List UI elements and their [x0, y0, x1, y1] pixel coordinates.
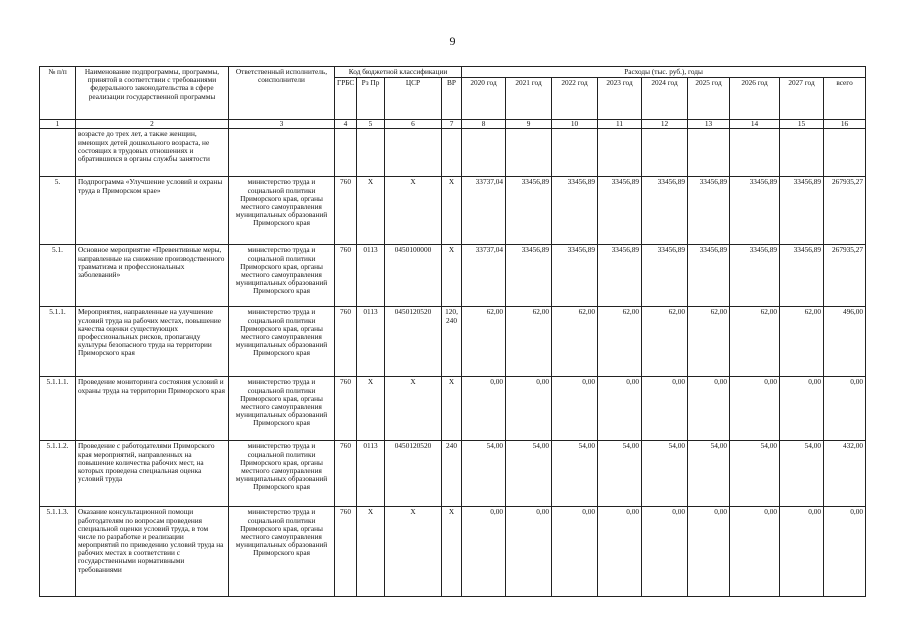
column-number: 12 — [642, 120, 688, 129]
row-value: 54,00 — [462, 441, 506, 507]
row-value — [642, 129, 688, 177]
column-number: 10 — [552, 120, 598, 129]
row-value: 33456,89 — [506, 177, 552, 245]
row-rzpr: 0113 — [357, 245, 385, 307]
row-rzpr: Х — [357, 177, 385, 245]
row-vr: Х — [442, 245, 462, 307]
row-value: 33456,89 — [598, 177, 642, 245]
row-number: 5. — [40, 177, 76, 245]
row-value — [598, 129, 642, 177]
row-value: 0,00 — [688, 507, 730, 597]
table-row — [40, 177, 866, 245]
header-responsible: Ответственный исполнитель, соисполнители — [229, 67, 335, 120]
row-csr: Х — [385, 507, 442, 597]
row-value: 33456,89 — [642, 245, 688, 307]
header-budget-code: Код бюджетной классификации — [335, 67, 462, 78]
row-value: 62,00 — [598, 307, 642, 377]
row-value: 0,00 — [506, 507, 552, 597]
row-value: 0,00 — [598, 507, 642, 597]
row-value: 62,00 — [642, 307, 688, 377]
table-row — [40, 507, 866, 597]
row-csr: 0450100000 — [385, 245, 442, 307]
row-grbs: 760 — [335, 307, 357, 377]
header-year: 2021 год — [506, 78, 552, 120]
row-value: 0,00 — [598, 377, 642, 441]
row-value: 33456,89 — [642, 177, 688, 245]
row-name: Подпрограмма «Улучшение условий и охраны труда в Приморском крае» — [76, 177, 229, 245]
column-number: 15 — [780, 120, 824, 129]
row-grbs: 760 — [335, 441, 357, 507]
header-total: всего — [824, 78, 866, 120]
row-value: 0,00 — [780, 377, 824, 441]
row-grbs: 760 — [335, 507, 357, 597]
row-vr: Х — [442, 507, 462, 597]
row-total: 0,00 — [824, 377, 866, 441]
header-num: № п/п — [40, 67, 76, 120]
row-total: 496,00 — [824, 307, 866, 377]
table-row — [40, 307, 866, 377]
column-number: 4 — [335, 120, 357, 129]
row-value: 33456,89 — [598, 245, 642, 307]
row-vr: Х — [442, 177, 462, 245]
row-responsible: министерство труда и социальной политики Приморского края, органы местного самоуправления муниципальных образований Приморского края — [229, 177, 335, 245]
row-number: 5.1.1.1. — [40, 377, 76, 441]
row-number: 5.1. — [40, 245, 76, 307]
row-value: 33737,04 — [462, 245, 506, 307]
row-value: 62,00 — [552, 307, 598, 377]
header-year: 2025 год — [688, 78, 730, 120]
row-value — [462, 129, 506, 177]
row-responsible: министерство труда и социальной политики Приморского края, органы местного самоуправления муниципальных образований Приморского края — [229, 441, 335, 507]
column-number: 1 — [40, 120, 76, 129]
row-value: 0,00 — [642, 377, 688, 441]
row-responsible: министерство труда и социальной политики Приморского края, органы местного самоуправления муниципальных образований Приморского края — [229, 377, 335, 441]
table-row — [40, 245, 866, 307]
row-responsible: министерство труда и социальной политики Приморского края, органы местного самоуправления муниципальных образований Приморского края — [229, 245, 335, 307]
row-value: 54,00 — [780, 441, 824, 507]
row-value: 62,00 — [506, 307, 552, 377]
row-total: 0,00 — [824, 507, 866, 597]
table-row — [40, 129, 866, 177]
column-number: 6 — [385, 120, 442, 129]
row-value: 62,00 — [730, 307, 780, 377]
column-number: 9 — [506, 120, 552, 129]
row-csr: 0450120520 — [385, 441, 442, 507]
row-value: 33456,89 — [506, 245, 552, 307]
header-name: Наименование подпрограммы, программы, принятой в соответствии с требованиями федерального законодательства в сфере реализации государственной программы — [76, 67, 229, 120]
row-value: 33456,89 — [730, 245, 780, 307]
row-value: 33456,89 — [780, 177, 824, 245]
header-year: 2027 год — [780, 78, 824, 120]
row-value: 33737,04 — [462, 177, 506, 245]
header-grbs: ГРБС — [335, 78, 357, 120]
row-grbs: 760 — [335, 177, 357, 245]
row-name: Основное мероприятие «Превентивные меры, направленные на снижение производственного травматизма и профессиональных заболеваний» — [76, 245, 229, 307]
row-rzpr: Х — [357, 507, 385, 597]
column-number: 5 — [357, 120, 385, 129]
row-vr: 240 — [442, 441, 462, 507]
column-number: 13 — [688, 120, 730, 129]
row-name: Проведение мониторинга состояния условий и охраны труда на территории Приморского края — [76, 377, 229, 441]
row-csr: 0450120520 — [385, 307, 442, 377]
page-number: 9 — [449, 34, 456, 48]
header-year: 2023 год — [598, 78, 642, 120]
header-csr: ЦСР — [385, 78, 442, 120]
row-total — [824, 129, 866, 177]
row-grbs: 760 — [335, 245, 357, 307]
row-grbs: 760 — [335, 377, 357, 441]
row-csr: Х — [385, 377, 442, 441]
row-value: 33456,89 — [780, 245, 824, 307]
row-value — [552, 129, 598, 177]
row-value: 0,00 — [462, 377, 506, 441]
row-rzpr — [357, 129, 385, 177]
column-number: 14 — [730, 120, 780, 129]
column-number: 7 — [442, 120, 462, 129]
row-value — [730, 129, 780, 177]
row-total: 267935,27 — [824, 177, 866, 245]
row-value: 33456,89 — [688, 245, 730, 307]
row-rzpr: Х — [357, 377, 385, 441]
row-grbs — [335, 129, 357, 177]
row-value: 54,00 — [688, 441, 730, 507]
row-value: 33456,89 — [688, 177, 730, 245]
row-responsible: министерство труда и социальной политики Приморского края, органы местного самоуправления муниципальных образований Приморского края — [229, 307, 335, 377]
row-csr — [385, 129, 442, 177]
row-value: 33456,89 — [730, 177, 780, 245]
row-name: возрасте до трех лет, а также женщин, имеющих детей дошкольного возраста, не состоящих в трудовых отношениях и обратившихся в органы службы занятости — [76, 129, 229, 177]
column-number: 8 — [462, 120, 506, 129]
row-responsible — [229, 129, 335, 177]
row-value: 0,00 — [642, 507, 688, 597]
row-number: 5.1.1.3. — [40, 507, 76, 597]
table-body — [40, 129, 866, 597]
row-value: 0,00 — [462, 507, 506, 597]
header-year: 2020 год — [462, 78, 506, 120]
row-name: Оказание консультационной помощи работодателям по вопросам проведения специальной оценки условий труда, в том числе по разработке и реализации мероприятий по приведению условий труда на рабочих местах в соответствии с государственными нормативными требованиями — [76, 507, 229, 597]
row-value: 0,00 — [730, 507, 780, 597]
header-row-top — [40, 67, 866, 78]
row-value: 62,00 — [780, 307, 824, 377]
row-value — [688, 129, 730, 177]
table-row — [40, 441, 866, 507]
row-value — [780, 129, 824, 177]
row-value: 0,00 — [552, 377, 598, 441]
header-year: 2026 год — [730, 78, 780, 120]
row-value: 54,00 — [598, 441, 642, 507]
row-vr: 120, 240 — [442, 307, 462, 377]
row-value: 0,00 — [780, 507, 824, 597]
row-value: 62,00 — [688, 307, 730, 377]
row-vr — [442, 129, 462, 177]
header-year: 2024 год — [642, 78, 688, 120]
row-number — [40, 129, 76, 177]
row-csr: Х — [385, 177, 442, 245]
row-value: 54,00 — [730, 441, 780, 507]
row-total: 267935,27 — [824, 245, 866, 307]
row-value: 54,00 — [552, 441, 598, 507]
column-number: 2 — [76, 120, 229, 129]
row-value: 0,00 — [552, 507, 598, 597]
row-value: 54,00 — [642, 441, 688, 507]
row-number: 5.1.1. — [40, 307, 76, 377]
row-name: Мероприятия, направленные на улучшение условий труда на рабочих местах, повышение качества оценки существующих профессиональных рисков, пропаганду культуры безопасного труда на территории Приморского края — [76, 307, 229, 377]
row-value: 54,00 — [506, 441, 552, 507]
budget-table — [39, 66, 866, 597]
row-value: 33456,89 — [552, 177, 598, 245]
column-number: 11 — [598, 120, 642, 129]
row-responsible: министерство труда и социальной политики Приморского края, органы местного самоуправления муниципальных образований Приморского края — [229, 507, 335, 597]
header-rzpr: Рз Пр — [357, 78, 385, 120]
row-value: 0,00 — [730, 377, 780, 441]
header-vr: ВР — [442, 78, 462, 120]
header-expenses: Расходы (тыс. руб.), годы — [462, 67, 866, 78]
row-name: Проведение с работодателями Приморского края мероприятий, направленных на повышение количества рабочих мест, на которых проведена специальная оценка условий труда — [76, 441, 229, 507]
row-value — [506, 129, 552, 177]
table-row — [40, 377, 866, 441]
row-rzpr: 0113 — [357, 307, 385, 377]
row-value: 62,00 — [462, 307, 506, 377]
row-rzpr: 0113 — [357, 441, 385, 507]
column-numbers-row — [40, 120, 866, 129]
row-number: 5.1.1.2. — [40, 441, 76, 507]
row-value: 33456,89 — [552, 245, 598, 307]
row-value: 0,00 — [506, 377, 552, 441]
row-total: 432,00 — [824, 441, 866, 507]
row-value: 0,00 — [688, 377, 730, 441]
row-vr: Х — [442, 377, 462, 441]
header-year: 2022 год — [552, 78, 598, 120]
column-number: 16 — [824, 120, 866, 129]
column-number: 3 — [229, 120, 335, 129]
